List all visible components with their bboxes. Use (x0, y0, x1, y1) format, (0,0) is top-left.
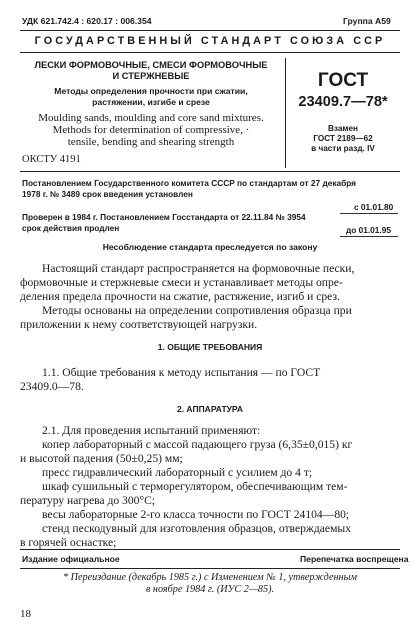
group-code: Группа А59 (343, 16, 391, 26)
title-bottom-rule (20, 171, 400, 172)
gost-label: ГОСТ (317, 70, 369, 91)
udk-code: УДК 621.742.4 : 620.17 : 006.354 (22, 16, 152, 26)
methods-paragraph: Методы основаны на определении сопротивления образца при приложении к нему соответствующей нагрузки. (20, 304, 352, 331)
validity-date: до 01.01.95 (346, 225, 391, 235)
section-1-heading: 1. ОБЩИЕ ТРЕБОВАНИЯ (157, 342, 263, 352)
effective-date-underline (340, 213, 398, 214)
footer-bottom-rule (20, 568, 400, 569)
standard-title-ru: ЛЕСКИ ФОРМОВОЧНЫЕ, СМЕСИ ФОРМОВОЧНЫЕ И СТЕРЖНЕВЫЕ (34, 60, 268, 81)
standard-subtitle-ru: Методы определения прочности при сжатии, растяжении, изгибе и срезе (54, 86, 248, 107)
official-edition: Издание официальное (22, 554, 120, 564)
legal-warning: Несоблюдение стандарта преследуется по закону (102, 242, 318, 252)
standard-title-en: Moulding sands, moulding and core sand mixtures. Methods for determination of compressive, · tensile, bending and shearing strength (38, 112, 264, 148)
footer-rule (20, 549, 400, 550)
intro-paragraph: Настоящий стандарт распространяется на формовочные пески, формовочные и стержневые смеси и устанавливает методы опре- деления предела прочности на сжатие, растяжение, изгиб и срез. (20, 262, 355, 303)
reissue-note: * Переиздание (декабрь 1985 г.) с Изменением № 1, утвержденным в ноябре 1984 г. (ИУС 2—85). (63, 572, 357, 595)
gost-number: 23409.7—78* (298, 94, 388, 110)
revision-text: Проверен в 1984 г. Постановлением Госстандарта от 22.11.84 № 3954 срок действия продлен (22, 212, 306, 233)
replaces-note: Взамен ГОСТ 2189—62 в части разд. IV (311, 124, 375, 153)
validity-date-underline (340, 236, 398, 237)
okstu-code: ОКСТУ 4191 (22, 154, 81, 165)
reprint-prohibited: Перепечатка воспрещена (300, 554, 409, 564)
page-number: 18 (20, 608, 31, 620)
section-2-text: 2.1. Для проведения испытаний применяют: копер лабораторный с массой падающего груза (6,35±0,015) кг и высотой падения (50±0,25) мм; пресс гидравлический лабораторный с усилием до 4 т; шкаф сушильный с терморегулятором, обеспечивающим тем- пературу нагрева до 300°С; весы лабораторные 2-го класса точности по ГОСТ 24104—80; стенд пескодувный для изготовления образцов, отверждаемых в горячей оснастке; (20, 424, 353, 549)
section-2-heading: 2. АППАРАТУРА (176, 404, 243, 414)
section-1-text: 1.1. Общие требования к методу испытания — по ГОСТ 23409.0—78. (20, 366, 321, 393)
decree-text: Постановлением Государственного комитета СССР по стандартам от 27 декабря 1978 г. № 3489 срок введения установлен (22, 178, 357, 199)
state-standard-banner: ГОСУДАРСТВЕННЫЙ СТАНДАРТ СОЮЗА ССР (34, 35, 386, 47)
effective-date: с 01.01.80 (354, 202, 394, 212)
banner-rule (20, 52, 400, 53)
top-rule (20, 30, 400, 31)
